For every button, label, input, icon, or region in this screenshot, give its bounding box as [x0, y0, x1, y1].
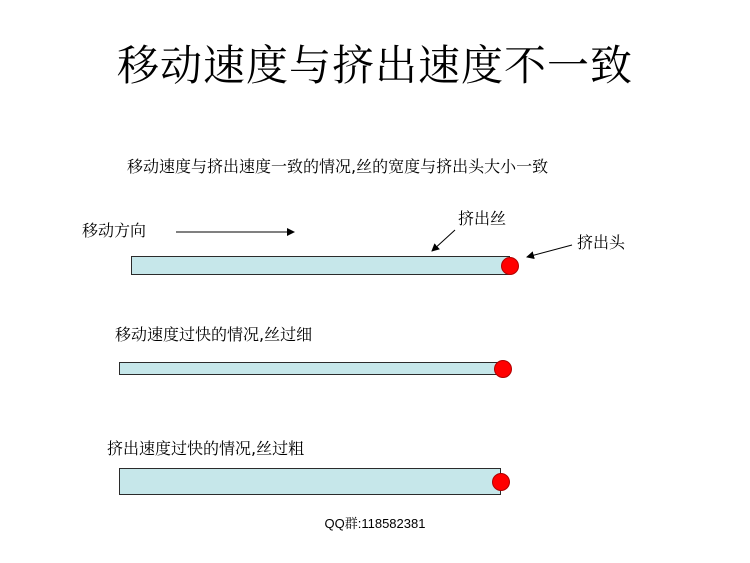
filament-label: 挤出丝: [458, 209, 507, 228]
nozzle-label: 挤出头: [577, 233, 626, 252]
fast-extrude-case-description: 挤出速度过快的情况,丝过粗: [107, 439, 305, 458]
filament-pointer-arrow: [432, 230, 455, 251]
normal-case-description: 移动速度与挤出速度一致的情况,丝的宽度与挤出头大小一致: [127, 157, 549, 176]
nozzle-pointer-arrow: [527, 245, 572, 257]
page-title: 移动速度与挤出速度不一致: [116, 41, 633, 90]
direction-label: 移动方向: [82, 221, 147, 240]
footer-qq-group: QQ群:118582381: [324, 516, 426, 531]
fast-move-case-description: 移动速度过快的情况,丝过细: [115, 325, 313, 344]
